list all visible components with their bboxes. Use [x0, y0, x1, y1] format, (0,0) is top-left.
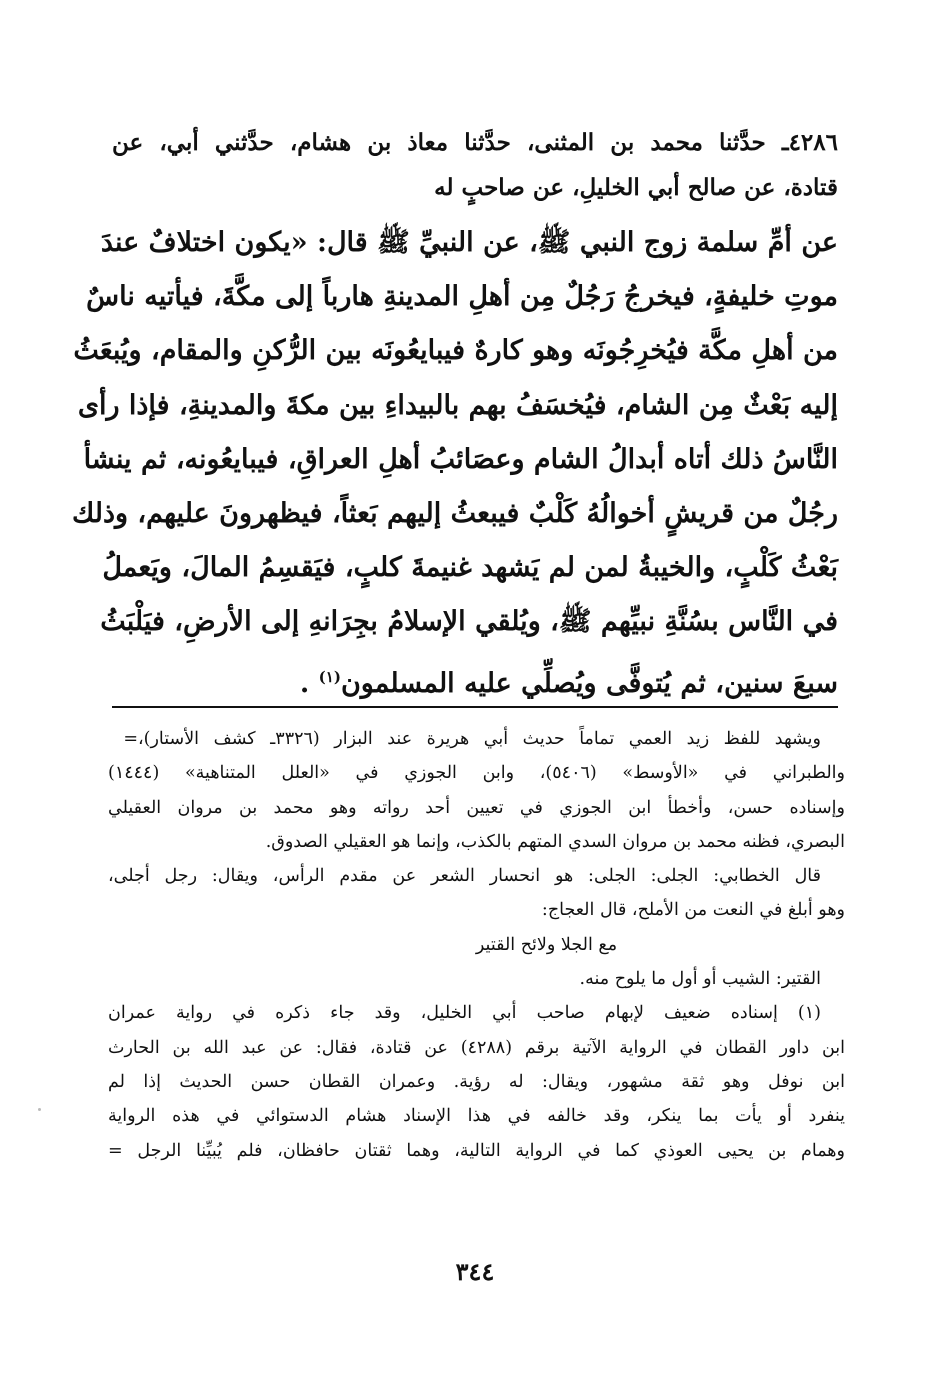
footnote-text: ويشهد للفظ زيد العمي تماماً حديث أبي هريرة عند البزار (٣٣٢٦ـ كشف الأستار)،: [138, 729, 821, 749]
matn-line: رجُلٌ من قريشٍ أخوالُهُ كَلْبٌ فيبعثُ إليهم بَعثاً، فيظهرونَ عليهم، وذلك: [71, 498, 838, 530]
hadith-matn: [71, 216, 838, 711]
footnote-line: (١) إسناده ضعيف لإبهام صاحب أبي الخليل، وقد جاء ذكره في رواية عمران: [108, 1003, 821, 1024]
footnote-line: ابن داور القطان في الرواية الآتية برقم (٤٢٨٨) عن قتادة، فقال: عن عبد الله بن الحارث: [108, 1037, 845, 1058]
footnote-verse: مع الجلا ولائح القتير: [475, 934, 618, 955]
matn-line: بَعْثُ كَلْبٍ، والخيبةُ لمن لم يَشهد غنيمةَ كلبٍ، فيَقسِمُ المالَ، ويَعملُ: [102, 552, 838, 584]
page-number: ٣٤٤: [455, 1257, 495, 1286]
footnotes: [108, 722, 845, 1168]
matn-line: النَّاسُ ذلك أتاه أبدالُ الشام وعصَائبُ أهلِ العراقِ، فيبايعُونه، ثم ينشأ: [83, 443, 838, 475]
footnote-line: وإسناده حسن، وأخطأ ابن الجوزي في تعيين أحد رواته وهو محمد بن مروان العقيلي: [108, 797, 845, 818]
hadith-isnad: [112, 120, 838, 210]
isnad-line: ٤٢٨٦ـ حدَّثنا محمد بن المثنى، حدَّثنا معاذ بن هشام، حدَّثني أبي، عن: [112, 129, 838, 156]
matn-line: سبعَ سنين، ثم يُتوفَّى ويُصلِّي عليه المسلمون: [340, 667, 838, 699]
continuation-mark: =: [123, 729, 138, 749]
footnote-line: والطبراني في «الأوسط» (٥٤٠٦)، وابن الجوزي في «العلل المتناهية» (١٤٤٤): [108, 763, 845, 784]
matn-line: في النَّاس بسُنَّةِ نبيِّهم ﷺ، ويُلقي الإسلامُ بجِرَانهِ إلى الأرضِ، فيَلْبَثُ: [100, 606, 838, 638]
footnote-divider: [112, 706, 838, 708]
footnote-line: وهو أبلغ في النعت من الأملح، قال العجاج:: [541, 900, 845, 921]
footnote-line: وهمام بن يحيى العوذي كما في الرواية التالية، وهما ثقتان حافظان، فلم يُبيِّنا الرجل =: [108, 1140, 845, 1161]
matn-line: من أهلِ مكَّة فيُخرِجُونَه وهو كارهٌ فيبايعُونَه بين الرُّكنِ والمقام، ويُبعَثُ: [73, 335, 838, 367]
matn-line: موتِ خليفةٍ، فيخرجُ رَجُلٌ مِن أهلِ المدينةِ هارباً إلى مكَّةَ، فيأتيه ناسٌ: [86, 281, 838, 313]
matn-line: عن أمِّ سلمة زوج النبي ﷺ، عن النبيِّ ﷺ قال: «يكون اختلافٌ عندَ: [100, 227, 838, 258]
footnote-line: [108, 722, 845, 756]
scan-speck: [38, 1108, 41, 1111]
footnote-line: ابن نوفل وهو ثقة مشهور، ويقال: له رؤية. وعمران القطان حسن الحديث إذا لم: [108, 1071, 845, 1092]
matn-line: إليه بَعْثٌ مِن الشام، فيُخسَفُ بهم بالبيداءِ بين مكةَ والمدينةِ، فإذا رأى: [77, 389, 838, 421]
matn-last-line: [112, 650, 838, 711]
matn-end: .: [299, 667, 319, 699]
footnote-line: ينفرد أو يأت بما ينكر، وقد خالفه في هذا الإسناد هشام الدستوائي في هذه الرواية: [108, 1106, 845, 1127]
footnote-line: قال الخطابي: الجلى: الجلى: هو انحسار الشعر عن مقدم الرأس، ويقال: رجل أجلى،: [108, 866, 821, 887]
isnad-line: قتادة، عن صالح أبي الخليلِ، عن صاحبٍ له: [434, 174, 838, 201]
footnote-line: القتير: الشيب أو أول ما يلوح منه.: [579, 969, 821, 990]
footnote-line: البصري، فظنه محمد بن مروان السدي المتهم بالكذب، وإنما هو العقيلي الصدوق.: [265, 831, 845, 852]
footnote-ref[interactable]: (١): [318, 667, 341, 686]
